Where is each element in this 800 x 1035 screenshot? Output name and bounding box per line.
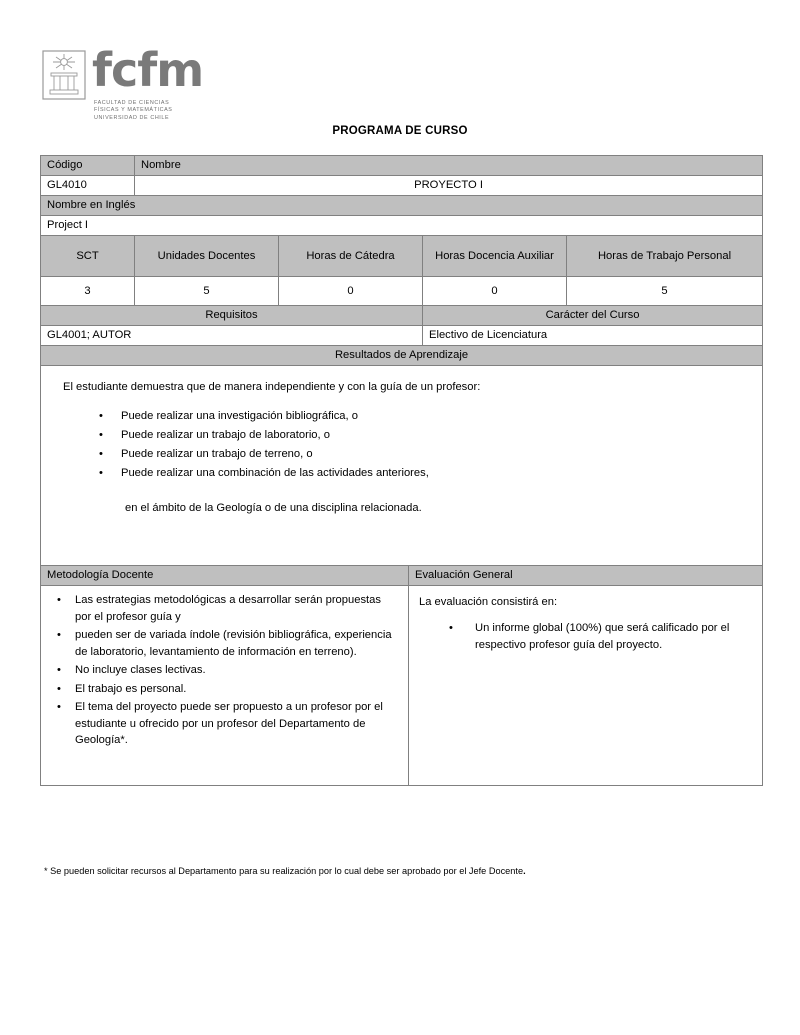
metric-value-sct: 3 (41, 277, 135, 306)
caracter-value: Electivo de Licenciatura (423, 326, 763, 346)
metodologia-bullet-list (49, 592, 400, 749)
table-row (41, 306, 763, 326)
logo-subtitle-line-2: FÍSICAS Y MATEMÁTICAS (94, 107, 173, 114)
page-title: PROGRAMA DE CURSO (332, 125, 468, 137)
table-row (41, 176, 763, 196)
logo-subtitle-line-1: FACULTAD DE CIENCIAS (94, 100, 170, 106)
logo-wordmark: fcfm (92, 43, 204, 97)
metric-header-horas-docencia-auxiliar: Horas Docencia Auxiliar (423, 236, 567, 277)
metodologia-cell (41, 586, 409, 786)
list-item: • El tema del proyecto puede ser propuesto a un profesor por el estudiante u ofrecido por un profesor del Departamento de Geología*. (49, 699, 400, 749)
logo-subtitle (94, 100, 173, 122)
list-item: • pueden ser de variada índole (revisión bibliográfica, experiencia de laboratorio, levantamiento de información en terreno). (49, 627, 400, 660)
university-crest-icon (42, 50, 86, 100)
nombre-ingles-header: Nombre en Inglés (41, 196, 763, 216)
table-row (41, 366, 763, 569)
codigo-value: GL4010 (41, 176, 135, 196)
nombre-value: PROYECTO I (135, 176, 763, 196)
list-item: • Puede realizar una investigación bibliográfica, o (99, 407, 744, 426)
table-row (41, 236, 763, 277)
metodologia-header: Metodología Docente (41, 566, 409, 586)
resultados-bullet-list (81, 407, 744, 483)
codigo-header: Código (41, 156, 135, 176)
requisitos-header: Requisitos (41, 306, 423, 326)
list-item: • Un informe global (100%) que será calificado por el respectivo profesor guía del proyecto. (417, 620, 754, 654)
table-row (41, 586, 763, 786)
methodology-evaluation-table (40, 565, 763, 786)
footnote-period: . (523, 866, 526, 876)
table-row (41, 566, 763, 586)
table-row (41, 196, 763, 216)
list-item: • Puede realizar un trabajo de terreno, o (99, 445, 744, 464)
resultados-intro: El estudiante demuestra que de manera independiente y con la guía de un profesor: (63, 381, 481, 393)
requisitos-value: GL4001; AUTOR (41, 326, 423, 346)
table-row (41, 216, 763, 236)
evaluacion-bullet-list (417, 620, 754, 654)
evaluacion-intro: La evaluación consistirá en: (419, 596, 558, 608)
resultados-tail: en el ámbito de la Geología o de una disciplina relacionada. (125, 502, 422, 514)
list-item: • Puede realizar un trabajo de laboratorio, o (99, 426, 744, 445)
metric-header-horas-trabajo-personal: Horas de Trabajo Personal (567, 236, 763, 277)
caracter-header: Carácter del Curso (423, 306, 763, 326)
metric-value-unidades-docentes: 5 (135, 277, 279, 306)
resultados-cell (41, 366, 763, 569)
footnote-text: * Se pueden solicitar recursos al Departamento para su realización por lo cual debe ser aprobado por el Jefe Docente (44, 866, 524, 876)
table-row (41, 277, 763, 306)
list-item: • No incluye clases lectivas. (49, 662, 400, 679)
metric-value-horas-trabajo-personal: 5 (567, 277, 763, 306)
table-row (41, 326, 763, 346)
list-item: • El trabajo es personal. (49, 681, 400, 698)
table-row (41, 156, 763, 176)
faculty-logo (42, 44, 232, 130)
list-item: • Las estrategias metodológicas a desarrollar serán propuestas por el profesor guía y (49, 592, 400, 625)
list-item: • Puede realizar una combinación de las actividades anteriores, (99, 464, 744, 483)
course-info-table (40, 155, 763, 569)
metric-value-horas-docencia-auxiliar: 0 (423, 277, 567, 306)
footnote (44, 865, 526, 878)
nombre-ingles-value: Project I (41, 216, 763, 236)
logo-subtitle-line-3: UNIVERSIDAD DE CHILE (94, 114, 170, 121)
table-row (41, 346, 763, 366)
evaluacion-cell (409, 586, 763, 786)
metric-header-unidades-docentes: Unidades Docentes (135, 236, 279, 277)
evaluacion-header: Evaluación General (409, 566, 763, 586)
metric-header-horas-catedra: Horas de Cátedra (279, 236, 423, 277)
metric-value-horas-catedra: 0 (279, 277, 423, 306)
metric-header-sct: SCT (41, 236, 135, 277)
resultados-header: Resultados de Aprendizaje (41, 346, 763, 366)
nombre-header: Nombre (135, 156, 763, 176)
